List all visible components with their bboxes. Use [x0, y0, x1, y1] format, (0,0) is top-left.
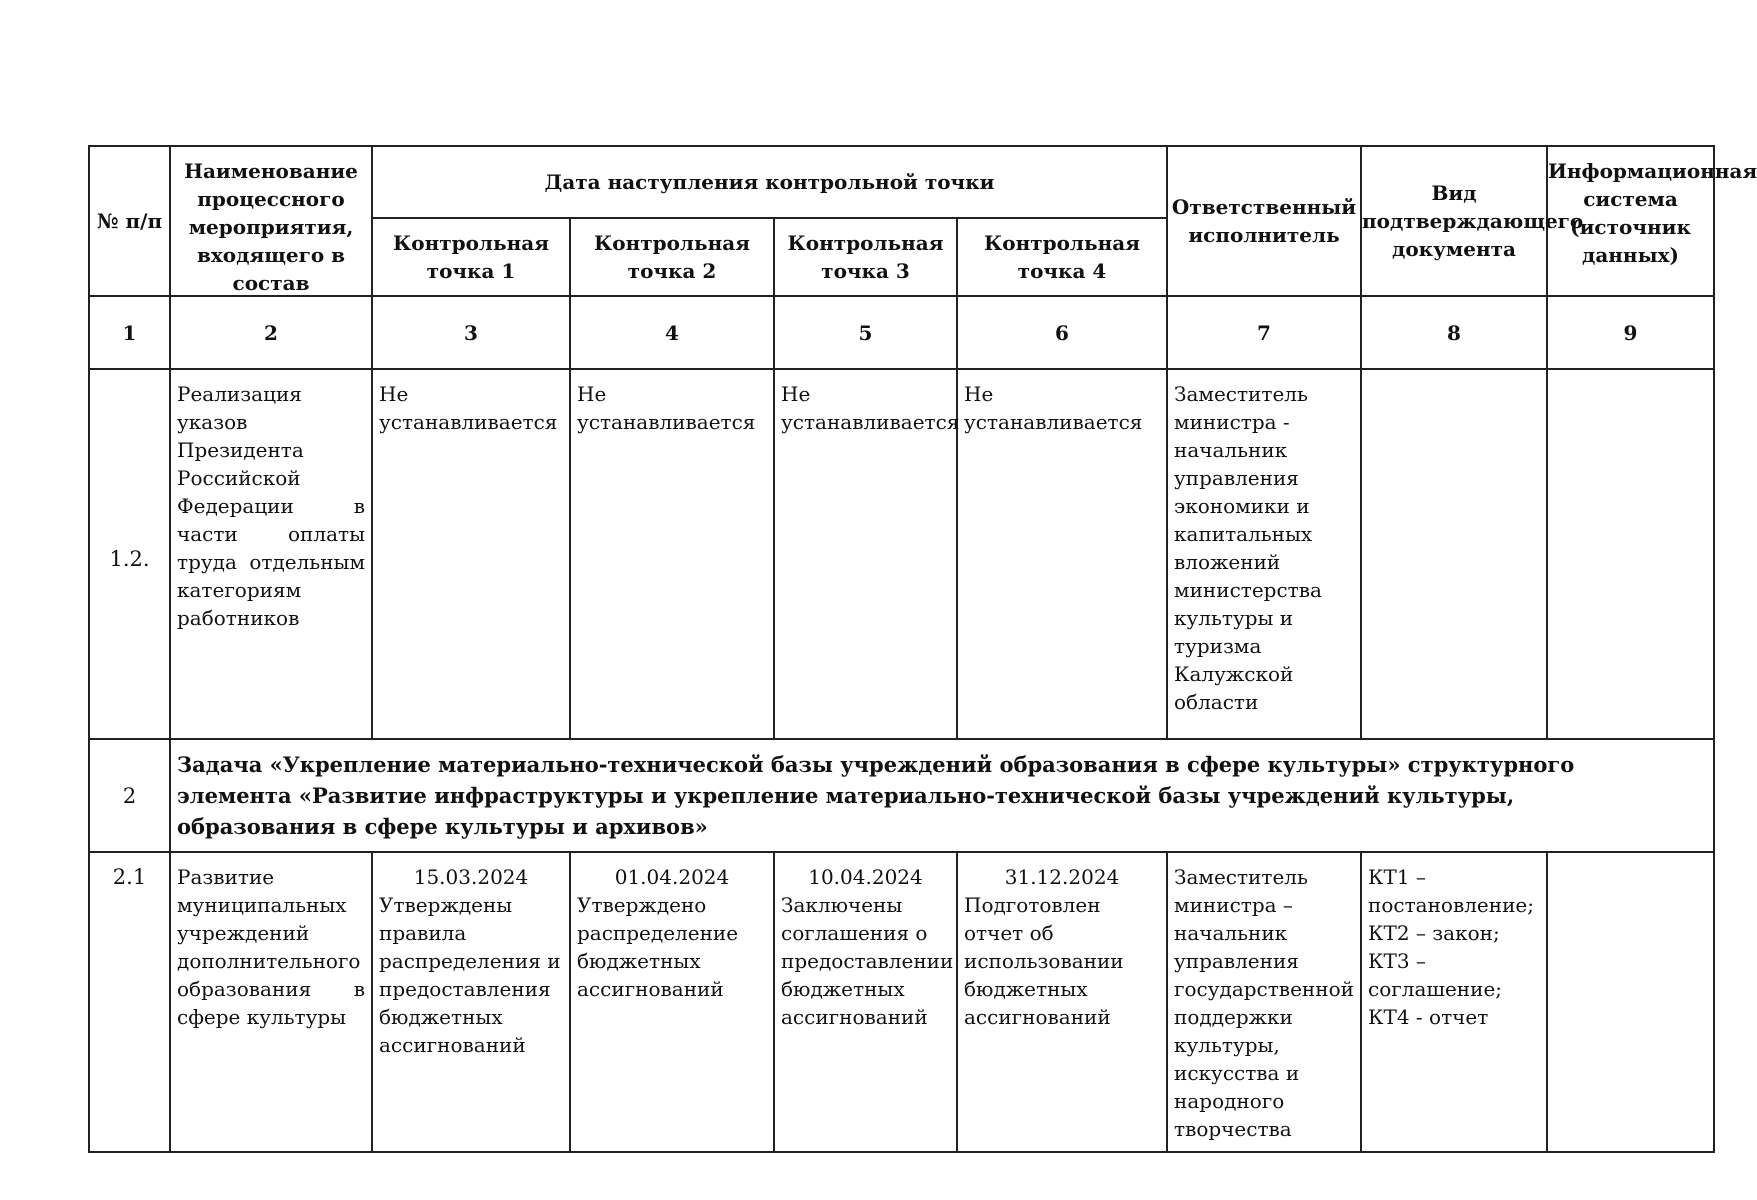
header-responsible-label: Ответственный исполнитель — [1171, 195, 1357, 247]
header-document-type — [1361, 146, 1584, 296]
document-line: КТ4 - отчет — [1368, 1005, 1489, 1029]
task-description-text: Задача «Укрепление материально-технической базы учреждений образования в сфере культуры» структурного элемента «Развитие инфраструктуры и укрепление материально-технической базы учреждений культуры, образования в сфере культуры и архивов» — [177, 752, 1575, 839]
header-kt3 — [774, 218, 957, 296]
row-number: 1.2. — [89, 369, 170, 739]
header-date-group-label: Дата наступления контрольной точки — [544, 170, 995, 194]
kt4-date: 31.12.2024 — [1004, 865, 1120, 889]
document-page — [88, 145, 1757, 1155]
table-row — [89, 369, 1714, 739]
kt3-value: Не устанавливается — [774, 369, 957, 739]
header-activity-name-label: Наименование процессного мероприятия, входящего в состав — [184, 159, 358, 295]
kt2-value — [570, 852, 774, 1152]
row-number: 2 — [89, 739, 170, 852]
task-description — [170, 739, 1714, 852]
table-row — [89, 852, 1714, 1152]
activity-name: Реализация указов Президента Российской Федерации в части оплаты труда отдельным категориям работников — [170, 369, 372, 739]
header-kt2 — [570, 218, 774, 296]
info-system-value — [1547, 852, 1714, 1152]
header-activity-name — [170, 146, 372, 296]
column-number: 1 — [89, 296, 170, 369]
table-row — [89, 739, 1714, 852]
header-info-system — [1547, 146, 1757, 296]
kt4-text: Подготовлен отчет об использовании бюджетных ассигнований — [964, 893, 1124, 1029]
kt3-text: Заключены соглашения о предоставлении бюджетных ассигнований — [781, 893, 954, 1029]
kt1-text: Утверждены правила распределения и предоставления бюджетных ассигнований — [379, 893, 561, 1057]
info-system-value — [1547, 369, 1714, 739]
header-number-label: № п/п — [96, 209, 163, 233]
column-number: 2 — [170, 296, 372, 369]
column-number: 4 — [570, 296, 774, 369]
kt1-date: 15.03.2024 — [413, 865, 529, 889]
kt3-value — [774, 852, 957, 1152]
header-responsible — [1167, 146, 1361, 296]
column-number: 8 — [1361, 296, 1547, 369]
header-kt1 — [372, 218, 570, 296]
header-kt3-label: Контрольная точка 3 — [787, 231, 944, 283]
column-number: 5 — [774, 296, 957, 369]
header-kt4 — [957, 218, 1167, 296]
activity-name: Развитие муниципальных учреждений дополнительного образования в сфере культуры — [170, 852, 372, 1152]
column-number: 6 — [957, 296, 1167, 369]
header-kt1-label: Контрольная точка 1 — [393, 231, 549, 283]
column-number: 7 — [1167, 296, 1361, 369]
column-number-row — [89, 296, 1714, 369]
document-type-value — [1361, 369, 1547, 739]
kt2-value: Не устанавливается — [570, 369, 774, 739]
header-info-system-label: Информационная система (источник данных) — [1548, 159, 1757, 267]
document-line: КТ1 – постановление; — [1368, 865, 1534, 917]
kt1-value: Не устанавливается — [372, 369, 570, 739]
kt2-text: Утверждено распределение бюджетных ассигнований — [577, 893, 739, 1001]
kt4-value: Не устанавливается — [957, 369, 1167, 739]
kt4-value — [957, 852, 1167, 1152]
header-number — [89, 146, 170, 296]
document-line: КТ2 – закон; — [1368, 921, 1500, 945]
header-kt4-label: Контрольная точка 4 — [984, 231, 1140, 283]
header-document-type-label: Вид подтверждающего документа — [1362, 181, 1584, 261]
document-type-value — [1361, 852, 1547, 1152]
row-number: 2.1 — [89, 852, 170, 1152]
control-points-table — [88, 145, 1757, 1153]
kt1-value — [372, 852, 570, 1152]
column-number: 3 — [372, 296, 570, 369]
header-kt2-label: Контрольная точка 2 — [594, 231, 750, 283]
responsible-value: Заместитель министра - начальник управления экономики и капитальных вложений министерства культуры и туризма Калужской области — [1167, 369, 1361, 739]
responsible-value: Заместитель министра – начальник управления государственной поддержки культуры, искусства и народного творчества — [1167, 852, 1361, 1152]
kt2-date: 01.04.2024 — [614, 865, 730, 889]
document-line: КТ3 – соглашение; — [1368, 949, 1503, 1001]
kt3-date: 10.04.2024 — [808, 865, 923, 889]
column-number: 9 — [1547, 296, 1714, 369]
header-date-group — [372, 146, 1167, 218]
